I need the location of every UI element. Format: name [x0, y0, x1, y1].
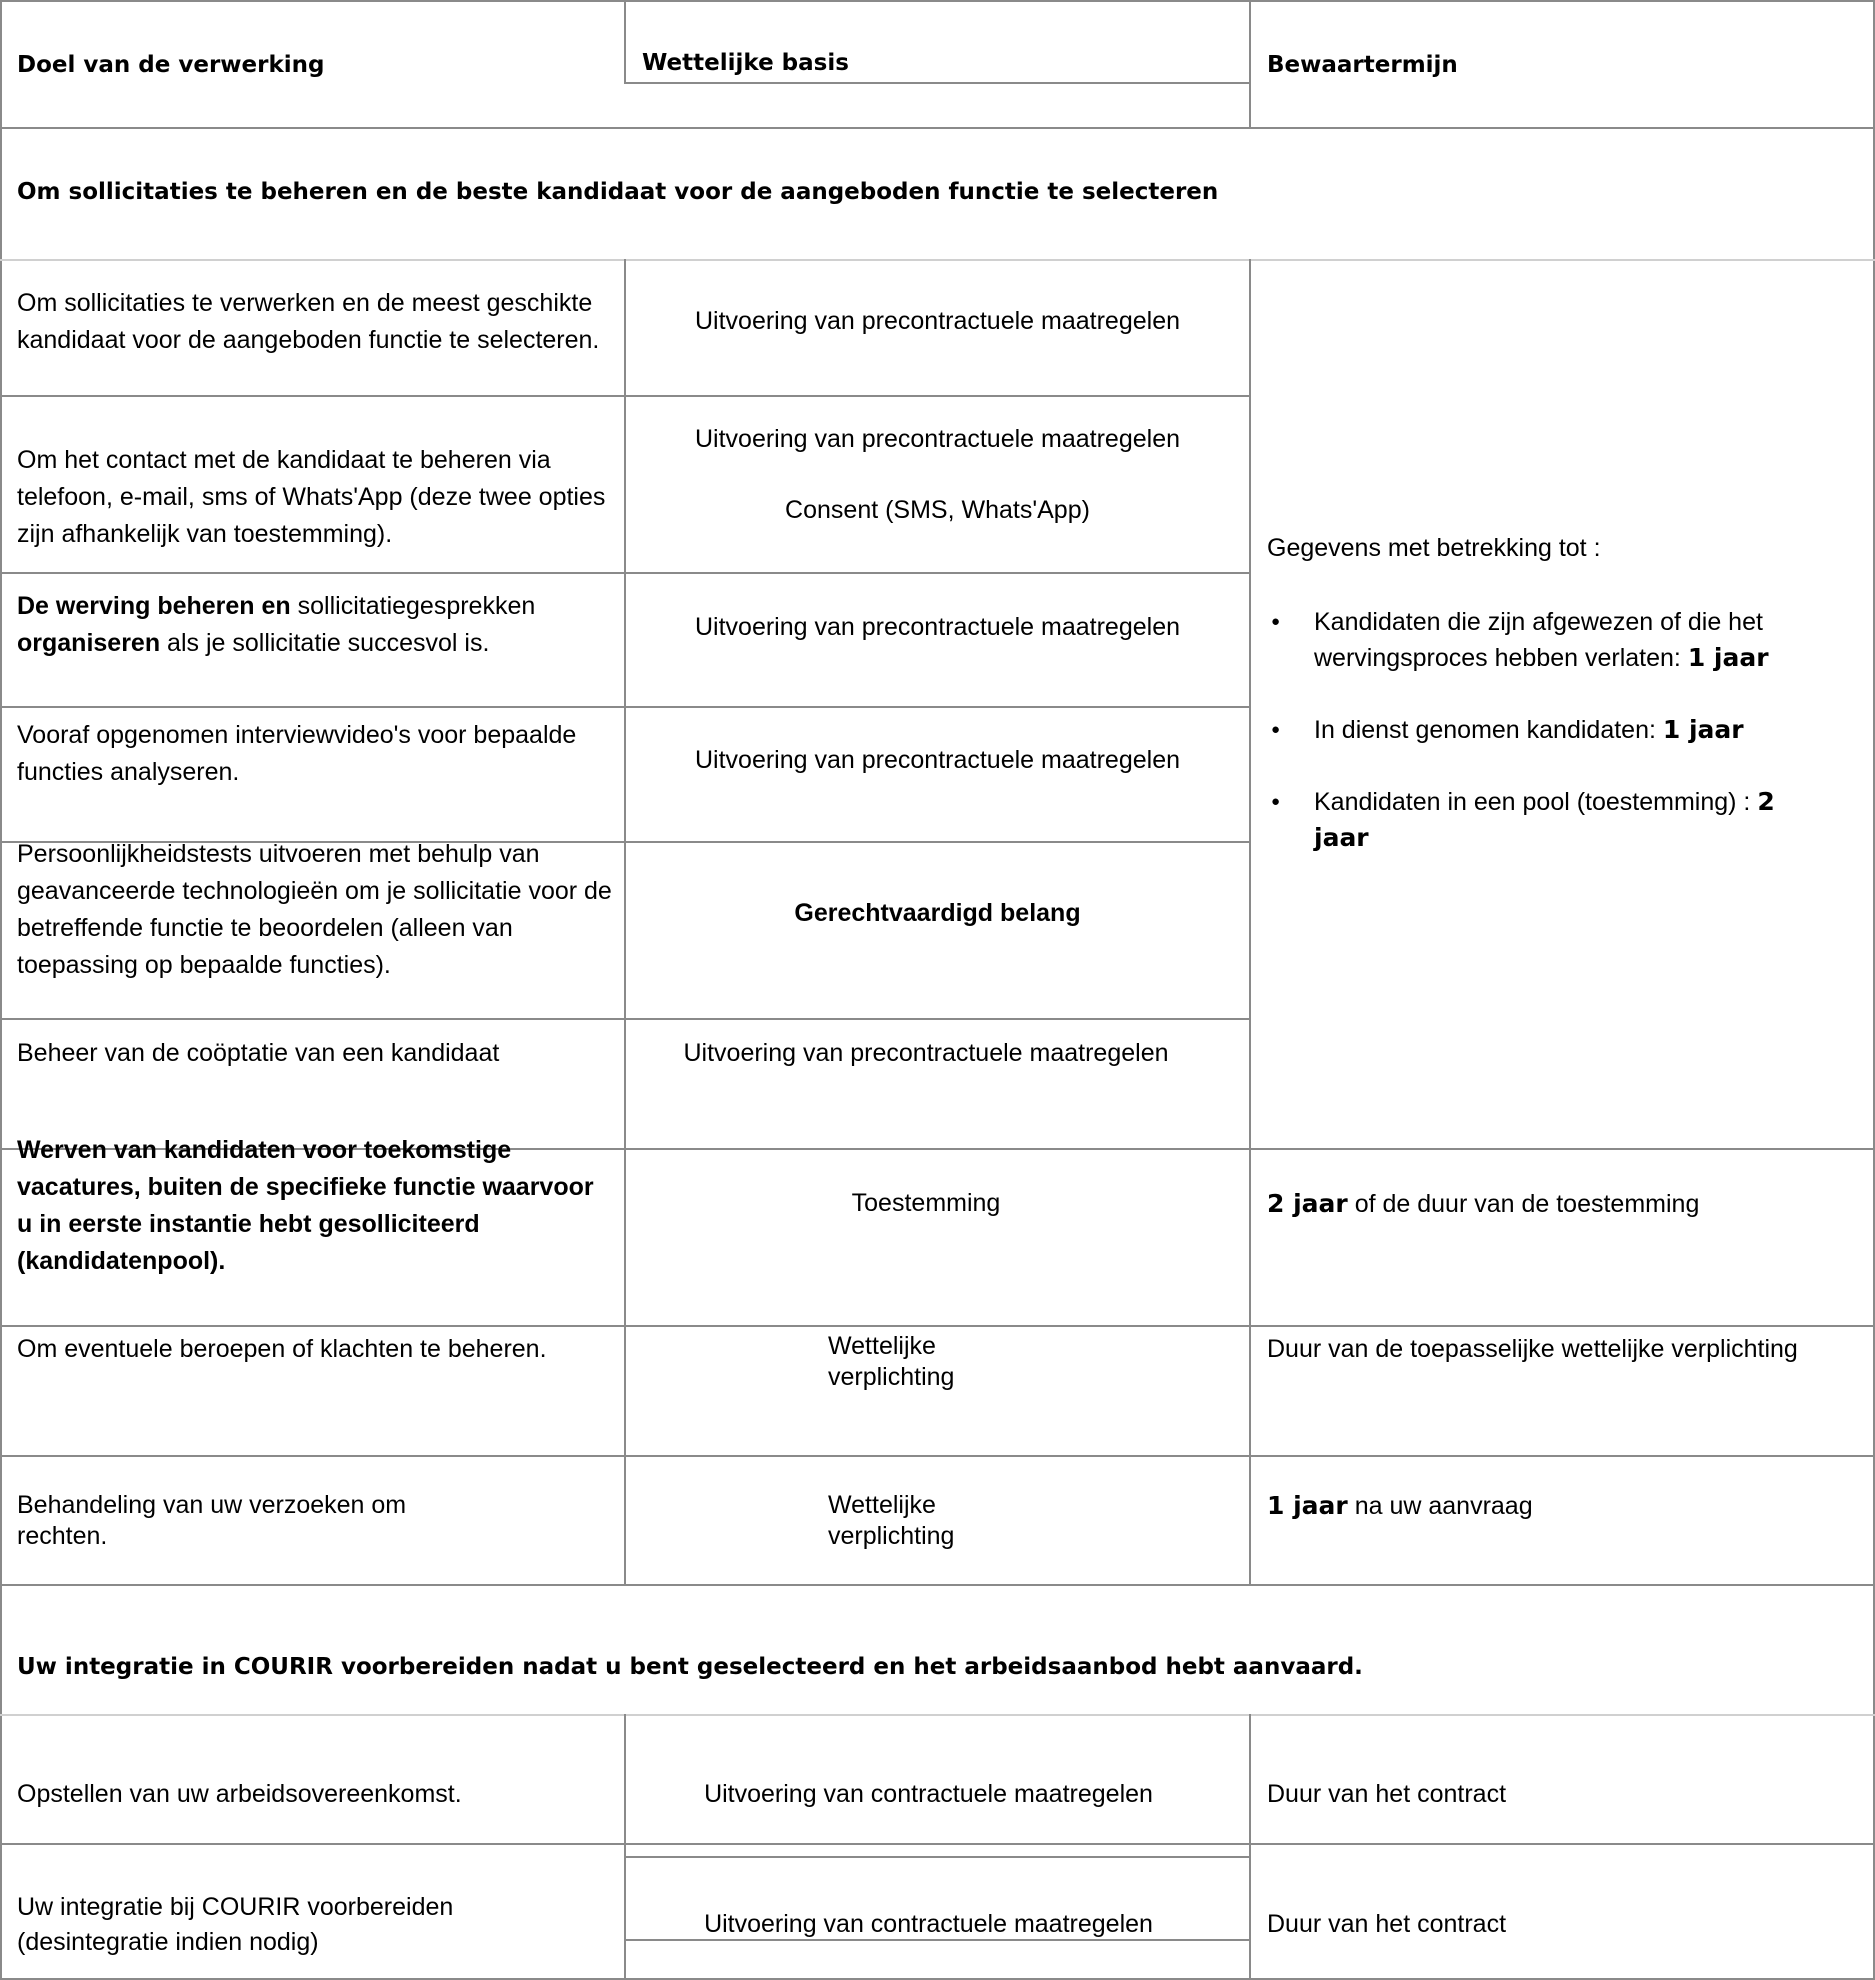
row-divider	[0, 1584, 1875, 1586]
purpose-text: De werving beheren en	[17, 592, 291, 620]
row-divider	[0, 706, 1251, 708]
retention-cell: Duur van de toepasselijke wettelijke verplichting	[1267, 1335, 1798, 1363]
purpose-text: als je sollicitatie succesvol is.	[160, 629, 490, 657]
purpose-cell: Werven van kandidaten voor toekomstige vacatures, buiten de specifieke functie waarvoor u in eerste instantie hebt gesolliciteerd (kandidatenpool).	[17, 1136, 594, 1275]
table-border	[0, 0, 2, 1980]
purpose-text: Om sollicitaties te verwerken en de meest geschikte kandidaat voor de aangeboden functie te selecteren.	[17, 289, 600, 354]
retention-intro: Gegevens met betrekking tot :	[1267, 534, 1601, 562]
purpose-cell	[17, 588, 617, 662]
retention-list	[1267, 604, 1867, 892]
basis-cell: Uitvoering van precontractuele maatregelen	[683, 1039, 1169, 1067]
table-border	[0, 0, 1875, 2]
retention-item: ● Kandidaten in een pool (toestemming) : 2 jaar	[1267, 784, 1814, 856]
purpose-text: organiseren	[17, 629, 161, 657]
purpose-cell	[17, 285, 607, 359]
purpose-cell: Behandeling van uw verzoeken om rechten.	[17, 1491, 407, 1550]
basis-cell: Wettelijke verplichting	[828, 1332, 955, 1391]
purpose-cell: Uw integratie bij COURIR voorbereiden (desintegratie indien nodig)	[17, 1893, 454, 1956]
purpose-cell: Opstellen van uw arbeidsovereenkomst.	[17, 1780, 462, 1808]
purpose-text: sollicitatiegesprekken	[290, 592, 536, 620]
purpose-cell: Om het contact met de kandidaat te beheren via telefoon, e-mail, sms of Whats'App (deze twee opties zijn afhankelijk van toestemming).	[17, 446, 606, 548]
retention-cell: 2 jaar of de duur van de toestemming	[1267, 1189, 1700, 1218]
section-title: Uw integratie in COURIR voorbereiden nadat u bent geselecteerd en het arbeidsaanbod hebt aanvaard.	[17, 1654, 1363, 1680]
row-divider	[0, 1455, 1875, 1457]
basis-cell: Uitvoering van precontractuele maatregelen	[695, 613, 1180, 641]
basis-cell: Uitvoering van precontractuele maatregelen	[695, 307, 1180, 335]
basis-cell-consent: Consent (SMS, Whats'App)	[785, 496, 1090, 524]
row-divider	[624, 82, 1251, 84]
header-purpose: Doel van de verwerking	[17, 52, 325, 78]
purpose-cell: Om eventuele beroepen of klachten te beheren.	[17, 1335, 547, 1363]
row-divider	[0, 259, 1875, 261]
row-divider	[0, 1843, 1875, 1845]
purpose-cell: Persoonlijkheidstests uitvoeren met behulp van geavanceerde technologieën om je sollicitatie voor de betreffende functie te beoordelen (alleen van toepassing op bepaalde functies).	[17, 840, 612, 979]
row-divider	[624, 1856, 1251, 1858]
basis-cell: Toestemming	[851, 1189, 1001, 1217]
row-divider	[0, 572, 1251, 574]
purpose-cell: Vooraf opgenomen interviewvideo's voor bepaalde functies analyseren.	[17, 721, 577, 786]
header-legal-basis: Wettelijke basis	[642, 50, 849, 76]
section-title: Om sollicitaties te beheren en de beste kandidaat voor de aangeboden functie te selecteren	[17, 179, 1219, 205]
retention-item: ● Kandidaten die zijn afgewezen of die het wervingsproces hebben verlaten: 1 jaar	[1267, 604, 1867, 676]
header-retention: Bewaartermijn	[1267, 52, 1458, 78]
row-divider	[0, 127, 1875, 129]
row-divider	[0, 1714, 1875, 1716]
row-divider	[0, 395, 1251, 397]
basis-cell: Uitvoering van contractuele maatregelen	[704, 1910, 1153, 1938]
retention-item: ● In dienst genomen kandidaten: 1 jaar	[1267, 712, 1867, 748]
col-divider	[1249, 259, 1251, 1585]
basis-cell: Uitvoering van contractuele maatregelen	[704, 1780, 1153, 1808]
retention-cell: Duur van het contract	[1267, 1910, 1507, 1938]
retention-cell: Duur van het contract	[1267, 1780, 1507, 1808]
purpose-cell: Beheer van de coöptatie van een kandidaat	[17, 1039, 500, 1067]
col-divider	[1249, 0, 1251, 128]
row-divider	[0, 1325, 1875, 1327]
retention-cell: 1 jaar na uw aanvraag	[1267, 1491, 1533, 1520]
basis-cell: Uitvoering van precontractuele maatregelen	[695, 746, 1180, 774]
basis-cell: Gerechtvaardigd belang	[794, 899, 1081, 927]
basis-cell: Wettelijke verplichting	[828, 1491, 955, 1550]
basis-cell: Uitvoering van precontractuele maatregelen	[695, 425, 1180, 453]
row-divider	[0, 1018, 1251, 1020]
col-divider	[624, 0, 626, 84]
